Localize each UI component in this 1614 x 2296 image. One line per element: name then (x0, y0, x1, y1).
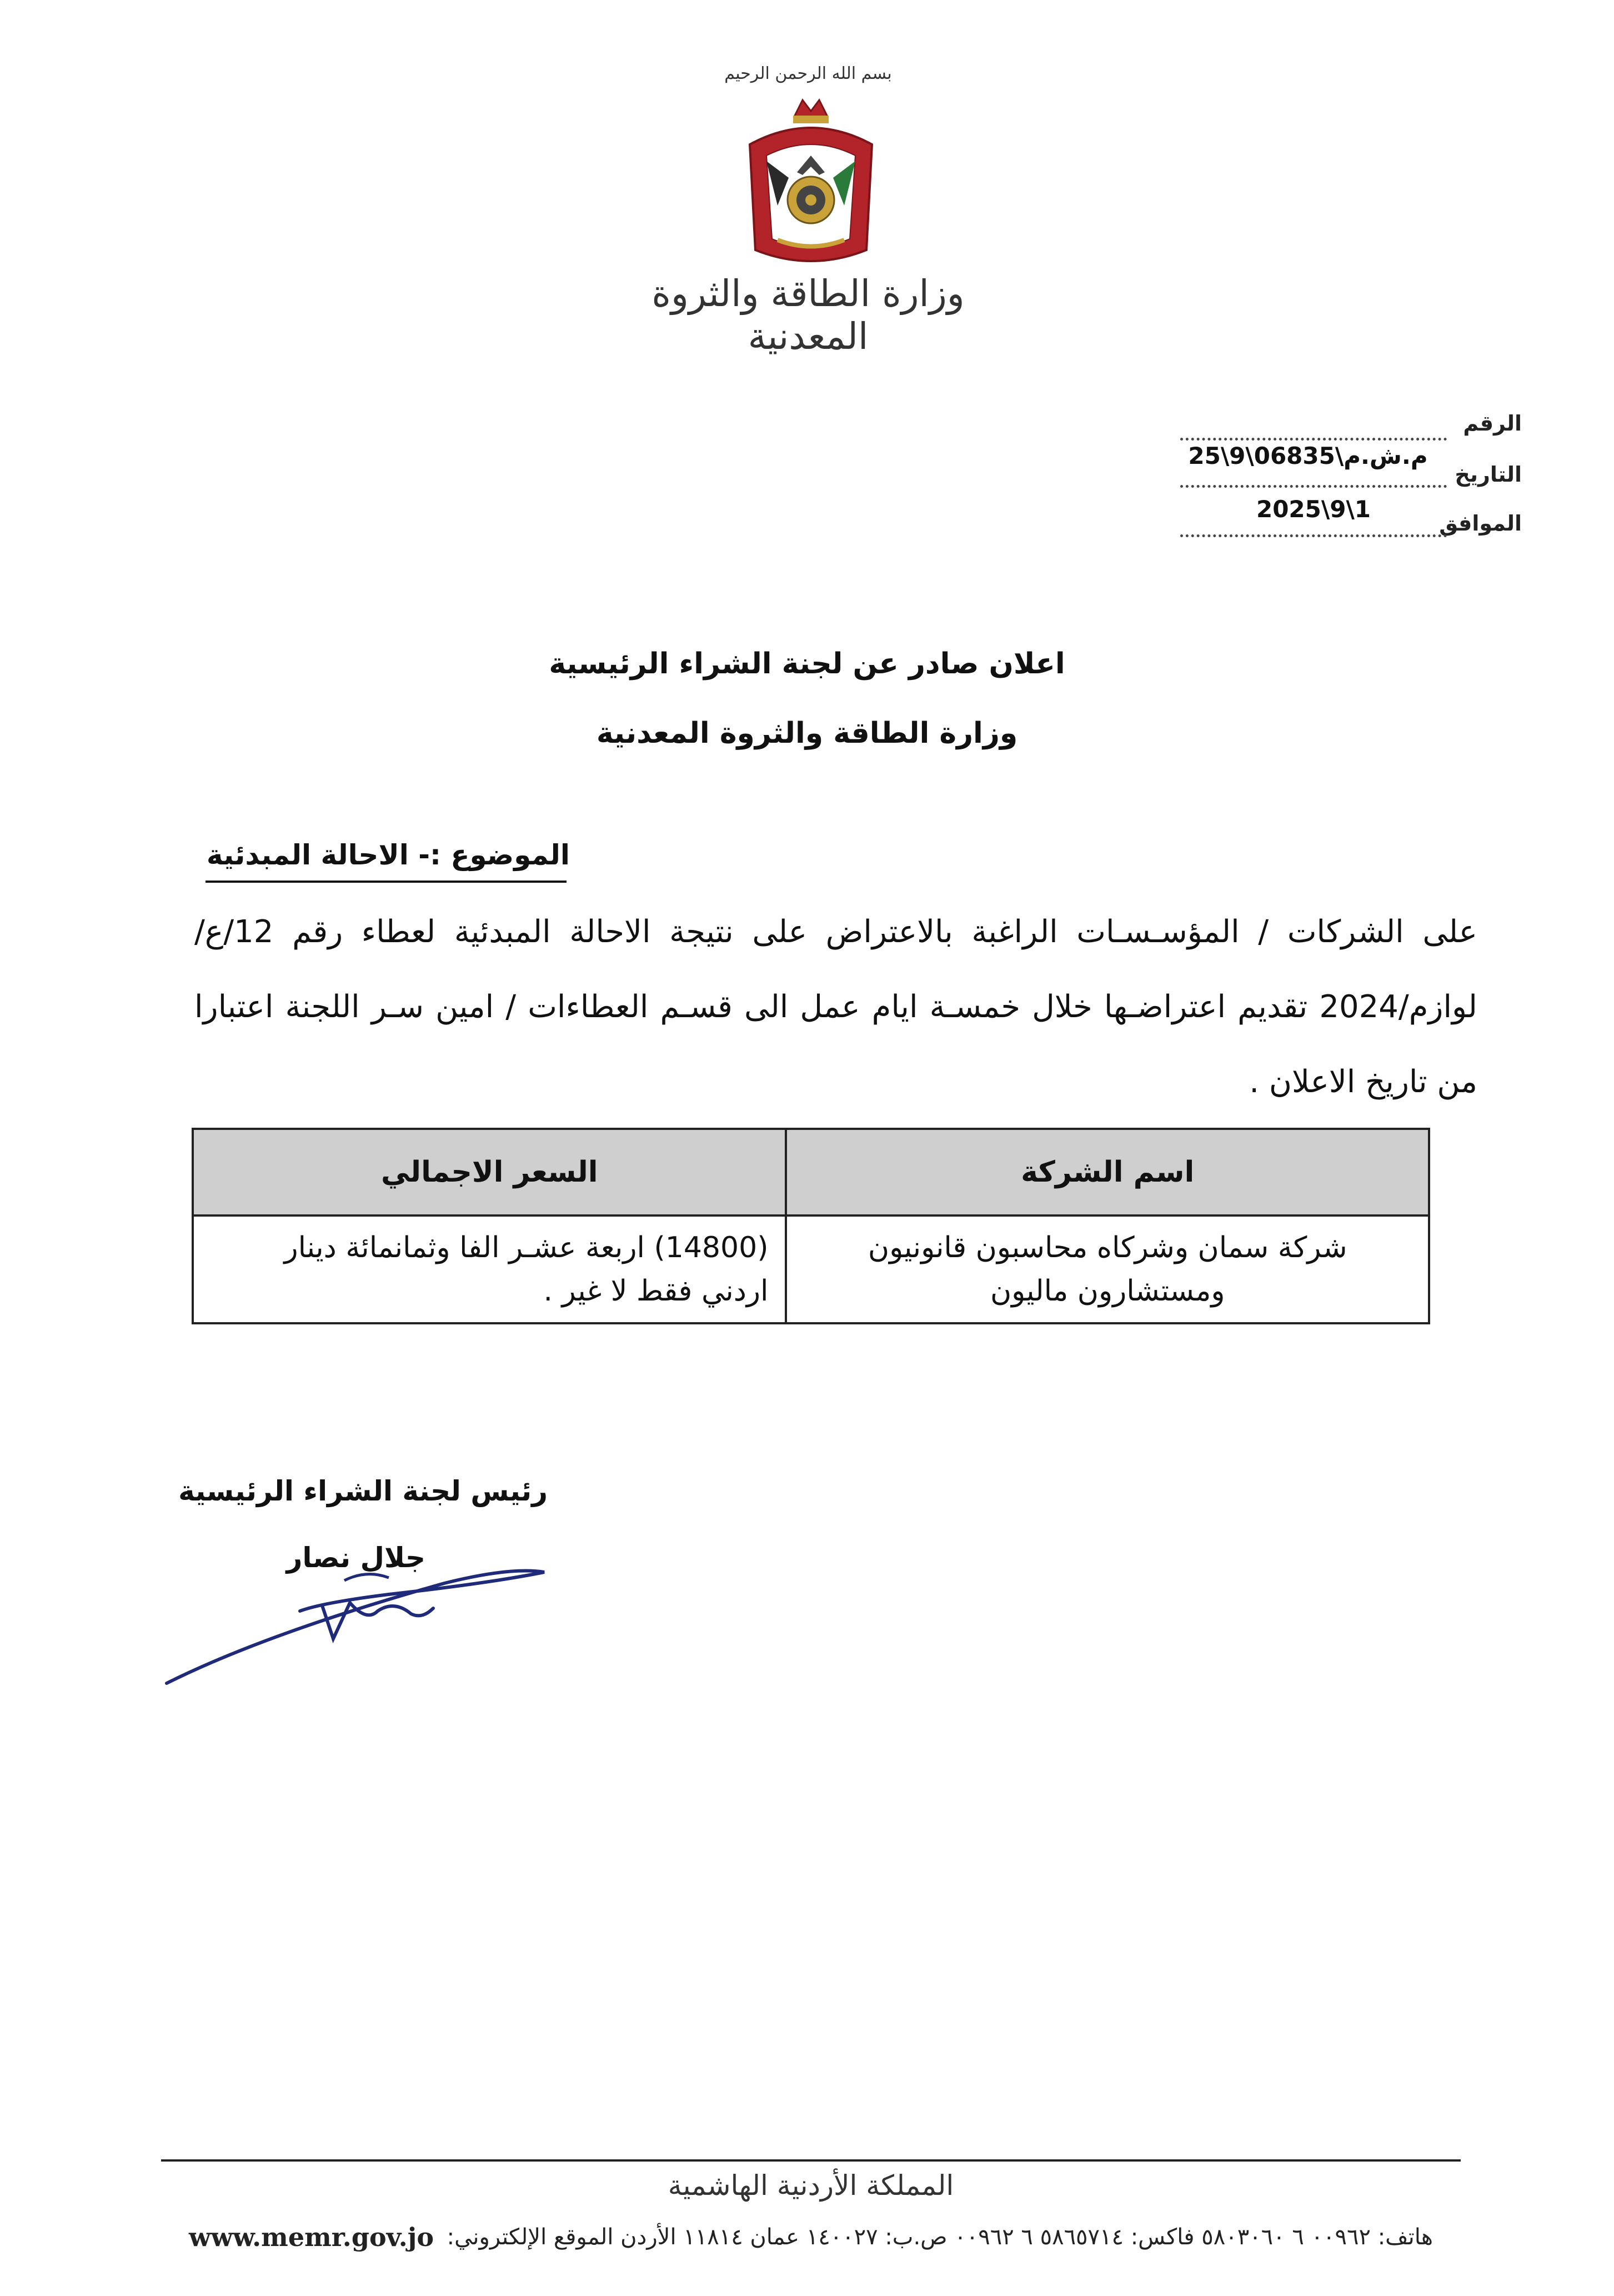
reference-number-dots (1180, 438, 1447, 441)
total-price-header: السعر الاجمالي (193, 1129, 786, 1215)
footer-divider (161, 2159, 1461, 2162)
reference-number-label: الرقم (1463, 411, 1522, 436)
total-price-cell: (14800) اربعة عشـر الفا وثمانمائة دينار اردني فقط لا غير . (193, 1215, 786, 1323)
handwritten-signature-icon (156, 1550, 555, 1694)
ministry-title: وزارة الطاقة والثروة المعدنية (596, 717, 1018, 750)
committee-chair-name: جلال نصار (286, 1542, 425, 1574)
basmala-text: بسم الله الرحمن الرحيم (724, 64, 892, 83)
ministry-logo-text: وزارة الطاقة والثروة المعدنية (651, 272, 965, 358)
company-name-cell: شركة سمان وشركاه محاسبون قانونيون ومستشارون ماليون (786, 1215, 1429, 1323)
reference-date-dots (1180, 485, 1447, 488)
announcement-title: اعلان صادر عن لجنة الشراء الرئيسية (549, 647, 1065, 681)
jordan-coat-of-arms-icon (728, 94, 894, 278)
subject-underline (205, 881, 567, 883)
reference-date-label: التاريخ (1455, 462, 1522, 487)
footer-website-link[interactable]: www.memr.gov.jo (189, 2222, 434, 2252)
table-header-row (193, 1129, 1429, 1215)
award-table (192, 1128, 1430, 1324)
footer-contact-details: هاتف: ٠٠٩٦٢ ٦ ٥٨٠٣٠٦٠ فاكس: ٥٨٦٥٧١٤ ٦ ٠٠٩٦٢ ص.ب: ١٤٠٠٢٧ عمان ١١٨١٤ الأردن الموقع الإلكتروني: (447, 2224, 1433, 2250)
committee-chair-title: رئيس لجنة الشراء الرئيسية (178, 1475, 548, 1507)
reference-hijri-dots (1180, 534, 1447, 537)
reference-number-value: م.ش.م\06835\9\25 (1188, 442, 1428, 469)
footer-contact (189, 2222, 1433, 2252)
table-row (193, 1215, 1429, 1323)
announcement-body: على الشركات / المؤسـسـات الراغبة بالاعتراض على نتيجة الاحالة المبدئية لعطاء رقم 12/ع/لوازم/2024 تقديم اعتراضـها خلال خمسـة ايام عمل الى قسـم العطاءات / امين سـر اللجنة اعتبارا من تاريخ الاعلان . (194, 914, 1477, 1100)
reference-date-value: 2025\9\1 (1256, 496, 1371, 523)
reference-hijri-label: الموافق (1439, 511, 1522, 536)
subject-line: الموضوع :- الاحالة المبدئية (206, 839, 570, 871)
footer-kingdom-logo-text: المملكة الأردنية الهاشمية (668, 2169, 954, 2202)
company-name-header: اسم الشركة (786, 1129, 1429, 1215)
